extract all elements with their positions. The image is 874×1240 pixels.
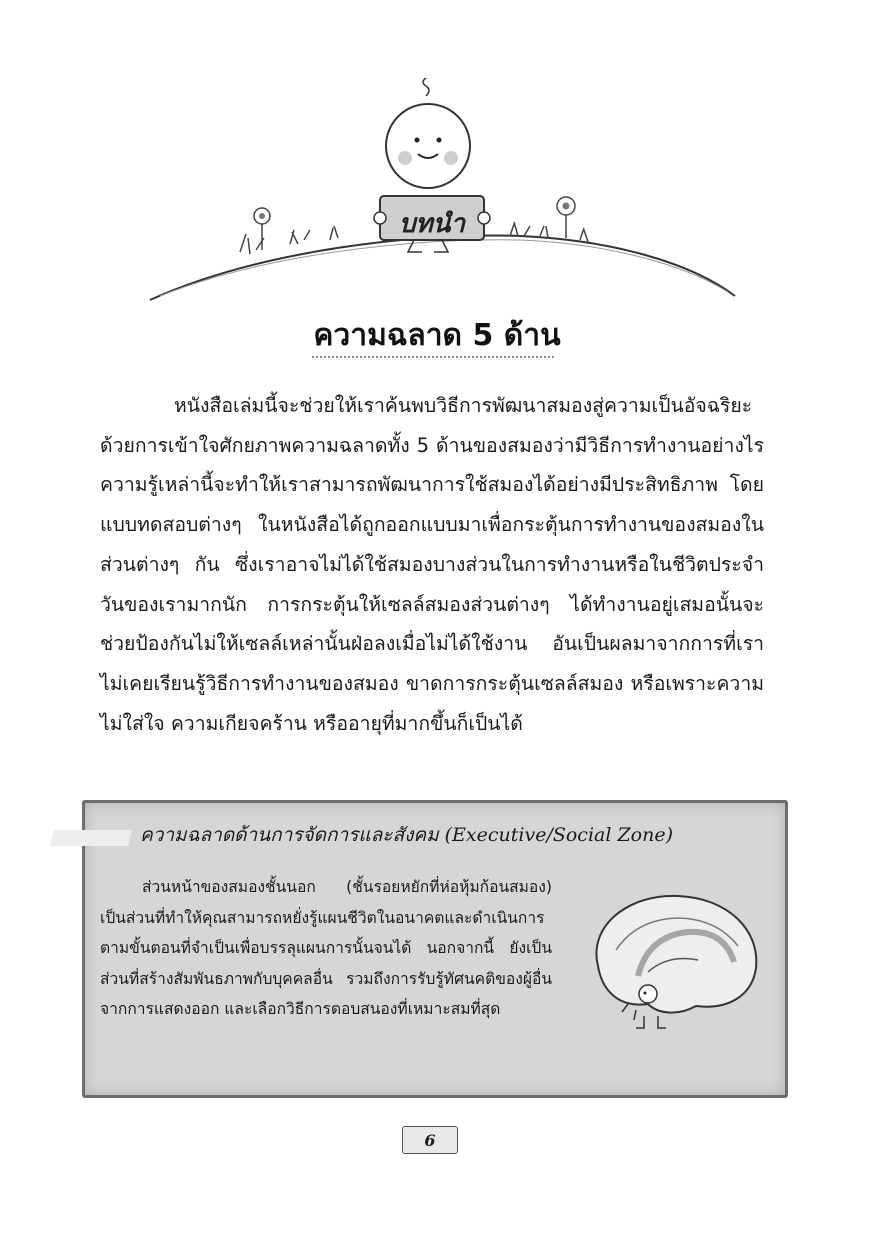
- brain-icon: [578, 886, 766, 1036]
- header-illustration: [0, 0, 874, 320]
- box-title: ความฉลาดด้านการจัดการและสังคม (Executive/Social Zone): [140, 824, 673, 846]
- flower-right-icon: [557, 197, 575, 238]
- hill-shape: [150, 235, 735, 300]
- page-number: 6: [402, 1126, 458, 1154]
- box-title-tag: [50, 830, 131, 846]
- intro-paragraph: หนังสือเล่มนี้จะช่วยให้เราค้นพบวิธีการพัฒนาสมองสู่ความเป็นอัจฉริยะด้วยการเข้าใจศักยภาพความฉลาดทั้ง 5 ด้านของสมองว่ามีวิธีการทำงานอย่างไร ความรู้เหล่านี้จะทำให้เราสามารถพัฒนาการใช้สมองได้อย่างมีประสิทธิภาพ โดยแบบทดสอบต่างๆ ในหนังสือได้ถูกออกแบบมาเพื่อกระตุ้นการทำงานของสมองในส่วนต่างๆ กัน ซึ่งเราอาจไม่ได้ใช้สมองบางส่วนในการทำงานหรือในชีวิตประจำวันของเรามากนัก การกระตุ้นให้เซลล์สมองส่วนต่างๆ ได้ทำงานอยู่เสมอนั้นจะช่วยป้องกันไม่ให้เซลล์เหล่านั้นฝ่อลงเมื่อไม่ได้ใช้งาน อันเป็นผลมาจากการที่เราไม่เคยเรียนรู้วิธีการทำงานของสมอง ขาดการกระตุ้นเซลล์สมอง หรือเพราะความไม่ใส่ใจ ความเกียจคร้าน หรืออายุที่มากขึ้นก็เป็นได้: [100, 394, 764, 735]
- page-title: ความฉลาด 5 ด้าน: [313, 318, 561, 353]
- sign-label: บทนำ: [398, 208, 465, 239]
- flower-left-icon: [254, 208, 270, 250]
- title-underline: [312, 356, 554, 360]
- box-text: ส่วนหน้าของสมองชั้นนอก (ชั้นรอยหยักที่ห่อหุ้มก้อนสมอง) เป็นส่วนที่ทำให้คุณสามารถหยั่งรู้แผนชีวิตในอนาคตและดำเนินการตามขั้นตอนที่จำเป็นเพื่อบรรลุแผนการนั้นจนได้ นอกจากนี้ ยังเป็นส่วนที่สร้างสัมพันธภาพกับบุคคลอื่น รวมถึงการรับรู้ทัศนคติของผู้อื่นจากการแสดงออก และเลือกวิธีการตอบสนองที่เหมาะสมที่สุด: [100, 878, 552, 1018]
